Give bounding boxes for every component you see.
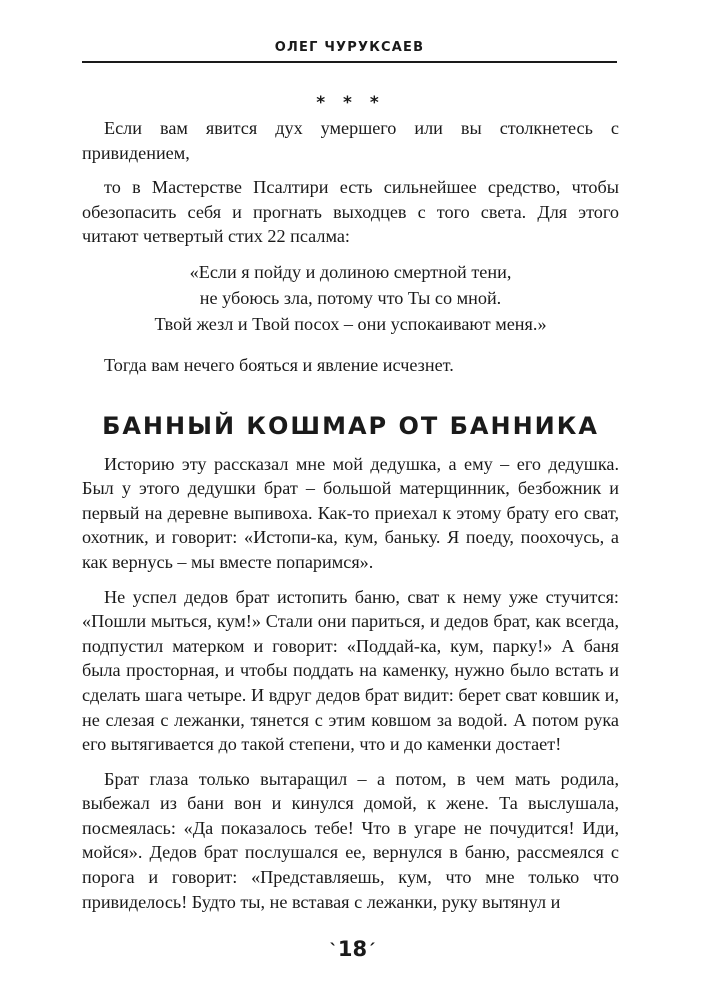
psalm-quote xyxy=(82,259,619,337)
header-rule xyxy=(82,61,617,63)
intro-paragraph-1: Если вам явится дух умершего или вы столкнетесь с привидением, xyxy=(82,118,619,163)
psalm-line: Твой жезл и Твой посох – они успокаивают меня.» xyxy=(154,313,547,334)
section-break: * * * xyxy=(316,93,385,113)
running-head: ОЛЕГ ЧУРУКСАЕВ xyxy=(274,40,425,55)
page-number-right-ornament: ´ xyxy=(367,941,376,961)
intro-paragraph-3: Тогда вам нечего бояться и явление исчезнет. xyxy=(104,354,454,375)
chapter-paragraph-2: Не успел дедов брат истопить баню, сват к нему уже стучится: «Пошли мыться, кум!» Стали они париться, и дедов брат, как всегда, подпустил матерком и говорит: «Поддай-ка, кум, парку!» А баня была просторная, и чтобы поддать на каменку, нужно было встать и сделать шага четыре. И вдруг дедов брат видит: берет сват ковшик и, не слезая с лежанки, тянется с этим ковшом за водой. А потом рука его вытягивается до такой степени, что и до каменки достает! xyxy=(82,586,619,755)
intro-paragraph-2: то в Мастерстве Псалтири есть сильнейшее средство, чтобы обезопасить себя и прогнать выходцев с того света. Для этого читают четвертый стих 22 псалма: xyxy=(82,177,619,247)
chapter-paragraph-3: Брат глаза только вытаращил – а потом, в чем мать родила, выбежал из бани вон и кинулся домой, к жене. Та выслушала, посмеялась: «Да показалось тебе! Что в угаре не почудится! Иди, мойся». Дедов брат послушался ее, вернулся в баню, рассмеялся с порога и говорит: «Представляешь, кум, что мне только что привиделось! Будто ты, не вставая с лежанки, руку вытянул и xyxy=(82,768,619,912)
page-number-value: 18 xyxy=(337,937,368,961)
psalm-line: не убоюсь зла, потому что Ты со мной. xyxy=(199,287,502,308)
page-number xyxy=(0,937,705,961)
page-number-left-ornament: ` xyxy=(329,941,338,961)
page-content xyxy=(82,90,619,914)
psalm-line: «Если я пойду и долиною смертной тени, xyxy=(189,261,512,282)
chapter-paragraph-1: Историю эту рассказал мне мой дедушка, а ему – его дедушка. Был у этого дедушки брат – большой матерщинник, безбожник и первый на деревне выпивоха. Как-то приехал к этому брату его сват, охотник, и говорит: «Истопи-ка, кум, баньку. Я поеду, поохочусь, а как вернусь – мы вместе попаримся». xyxy=(82,453,619,572)
chapter-title: БАННЫЙ КОШМАР ОТ БАННИКА xyxy=(102,411,599,440)
